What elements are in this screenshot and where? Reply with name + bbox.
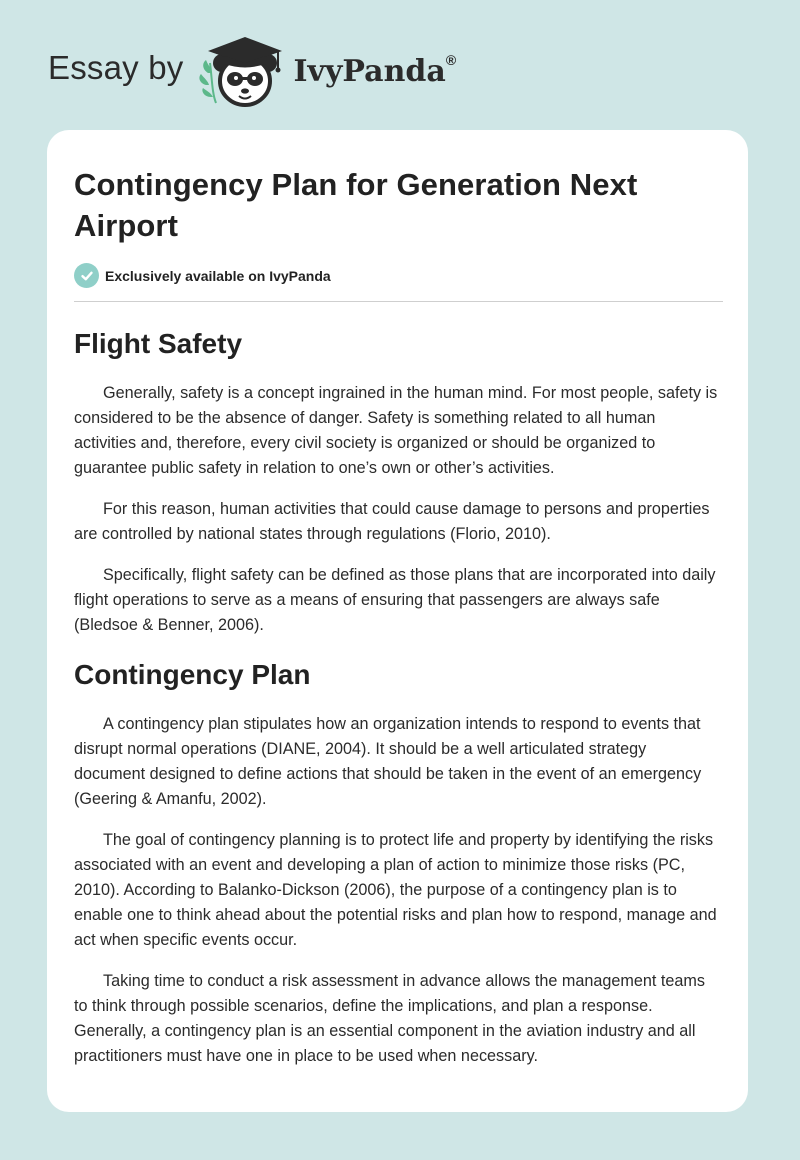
brand-name-text: IvyPanda bbox=[293, 53, 446, 89]
essay-card bbox=[47, 130, 748, 1112]
check-icon bbox=[74, 263, 99, 288]
paragraph: A contingency plan stipulates how an organization intends to respond to events that disrupt normal operations (DIANE, 2004). It should be a well articulated strategy document designed to define actions that should be taken in the event of an emergency (Geering & Amanfu, 2002). bbox=[74, 715, 702, 808]
brand-prefix: Essay by bbox=[48, 49, 184, 86]
section-heading-contingency-plan: Contingency Plan bbox=[74, 659, 311, 690]
page-title: Contingency Plan for Generation Next Airport bbox=[74, 167, 638, 243]
exclusive-label: Exclusively available on IvyPanda bbox=[105, 267, 331, 284]
paragraph: Taking time to conduct a risk assessment in advance allows the management teams to think through possible scenarios, define the implications, and plan a response. Generally, a contingency plan is an essential component in the aviation industry and all practitioners must have one in place to be used when necessary. bbox=[74, 972, 705, 1065]
divider bbox=[74, 301, 723, 302]
section-body-flight-safety bbox=[74, 381, 721, 638]
brand-header bbox=[48, 32, 456, 112]
paragraph: Generally, safety is a concept ingrained in the human mind. For most people, safety is considered to be the absence of danger. Safety is something related to all human activities and, therefore, every civil society is organized or should be organized to guarantee public safety in relation to one’s own or other’s activities. bbox=[74, 384, 718, 477]
registered-mark: ® bbox=[445, 51, 457, 68]
paragraph: The goal of contingency planning is to protect life and property by identifying the risks associated with an event and developing a plan of action to minimize those risks (PC, 2010). According to Balanko-Dickson (2006), the purpose of a contingency plan is to enable one to think ahead about the potential risks and plan how to respond, manage and act when specific events occur. bbox=[74, 831, 717, 949]
exclusive-badge bbox=[74, 263, 721, 288]
paragraph: For this reason, human activities that could cause damage to persons and properties are controlled by national states through regulations (Florio, 2010). bbox=[74, 500, 710, 543]
section-heading-flight-safety: Flight Safety bbox=[74, 328, 243, 359]
section-body-contingency-plan bbox=[74, 712, 721, 1069]
panda-logo-icon[interactable] bbox=[198, 33, 288, 111]
paragraph: Specifically, flight safety can be defined as those plans that are incorporated into daily flight operations to serve as a means of ensuring that passengers are always safe (Bledsoe & Benner, 2006). bbox=[74, 566, 716, 634]
brand-name[interactable] bbox=[293, 51, 457, 89]
